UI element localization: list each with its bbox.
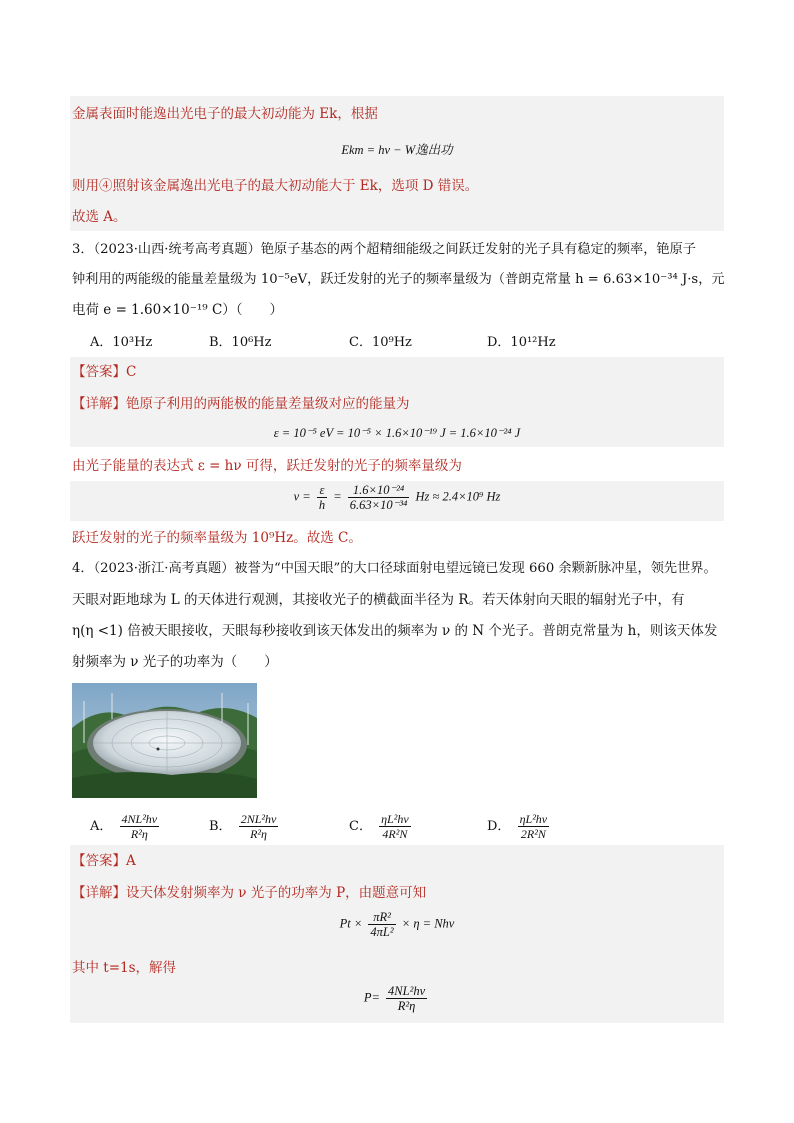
- prev-text-1: 金属表面时能逸出光电子的最大初动能为 Ek，根据: [72, 106, 378, 122]
- q4-option-a-fraction: $\frac{\text{4NL²hν}}{\text{R²η}}$: [121, 812, 158, 841]
- q4-stem-3: η(η <1) 倍被天眼接收，天眼每秒接收到该天体发出的频率为 ν 的 N 个光子。普朗克常量为 h，则该天体发: [72, 623, 718, 639]
- prev-text-3: 故选 A。: [72, 209, 127, 225]
- q4-stem-4: 射频率为 ν 光子的功率为（ ）: [72, 654, 278, 670]
- q3-option-d[interactable]: D．10¹²Hz: [487, 335, 556, 350]
- q4-option-c-fraction: $\frac{\text{ηL²hν}}{\text{4R²N}}$: [381, 812, 409, 841]
- q4-formula-1: Pt × $\frac{\text{πR²}}{\text{4πL²}}$ × η = Nhν: [339, 910, 455, 939]
- q4-option-c[interactable]: C． $\frac{\text{ηL²hν}}{\text{4R²N}}$: [349, 812, 409, 841]
- q4-detail-1: 【详解】设天体发射频率为 ν 光子的功率为 P，由题意可知: [72, 885, 427, 901]
- q3-option-b[interactable]: B．10⁶Hz: [209, 335, 272, 350]
- q3-stem-3: 电荷 e = 1.60×10⁻¹⁹ C）（ ）: [72, 302, 284, 318]
- prev-formula: Ekm = hν − W逸出功: [341, 143, 453, 157]
- q4-option-a[interactable]: A． $\frac{\text{4NL²hν}}{\text{R²η}}$: [90, 812, 158, 841]
- q3-option-a[interactable]: A．10³Hz: [90, 335, 153, 350]
- q3-formula-2: ν = $\frac{\varepsilon}{h}$ = $\frac{\text{1.6×10⁻²⁴}}{\text{6.63×10⁻³⁴}}$ Hz ≈ 2.4×10⁹ Hz: [293, 483, 501, 512]
- fraction-epsilon-h: $\frac{\varepsilon}{h}$: [318, 483, 326, 512]
- q3-answer: 【答案】C: [72, 364, 137, 380]
- prev-text-2: 则用④照射该金属逸出光电子的最大初动能大于 Ek，选项 D 错误。: [72, 178, 479, 194]
- q4-formula-2-fraction: $\frac{\text{4NL²hν}}{\text{R²η}}$: [388, 984, 426, 1013]
- q3-detail-2: 由光子能量的表达式 ε = hν 可得，跃迁发射的光子的频率量级为: [72, 458, 462, 474]
- q3-stem-2: 钟利用的两能级的能量差量级为 10⁻⁵eV，跃迁发射的光子的频率量级为（普朗克常量 h = 6.63×10⁻³⁴ J·s，元: [72, 272, 725, 287]
- q3-detail-1: 【详解】铯原子利用的两能极的能量差量级对应的能量为: [72, 396, 410, 412]
- q4-option-b[interactable]: B． $\frac{\text{2NL²hν}}{\text{R²η}}$: [209, 812, 277, 841]
- q4-option-d-fraction: $\frac{\text{ηL²hν}}{\text{2R²N}}$: [519, 812, 548, 841]
- q3-detail-3: 跃迁发射的光子的频率量级为 10⁹Hz。故选 C。: [72, 530, 362, 546]
- q4-formula-2: P= $\frac{\text{4NL²hν}}{\text{R²η}}$: [363, 984, 426, 1013]
- q4-answer: 【答案】A: [72, 853, 136, 869]
- q4-option-d[interactable]: D． $\frac{\text{ηL²hν}}{\text{2R²N}}$: [487, 812, 548, 841]
- q3-option-c[interactable]: C．10⁹Hz: [349, 335, 412, 350]
- q3-stem-1: 3．（2023·山西·统考高考真题）铯原子基态的两个超精细能级之间跃迁发射的光子具有稳定的频率，铯原子: [72, 242, 696, 257]
- q4-stem-1: 4．（2023·浙江·高考真题）被誉为“中国天眼”的大口径球面射电望远镜已发现 660 余颗新脉冲星，领先世界。: [72, 561, 717, 576]
- fast-telescope-photo: [72, 683, 257, 798]
- q4-option-b-fraction: $\frac{\text{2NL²hν}}{\text{R²η}}$: [240, 812, 277, 841]
- q4-detail-2: 其中 t=1s，解得: [72, 960, 177, 976]
- q3-formula-1: ε = 10⁻⁵ eV = 10⁻⁵ × 1.6×10⁻¹⁹ J = 1.6×10⁻²⁴ J: [273, 426, 521, 440]
- fraction-values: $\frac{\text{1.6×10⁻²⁴}}{\text{6.63×10⁻³⁴}}$: [349, 483, 408, 512]
- q4-formula-1-fraction: $\frac{\text{πR²}}{\text{4πL²}}$: [370, 910, 394, 939]
- q4-stem-2: 天眼对距地球为 L 的天体进行观测，其接收光子的横截面半径为 R。若天体射向天眼的辐射光子中，有: [72, 592, 685, 608]
